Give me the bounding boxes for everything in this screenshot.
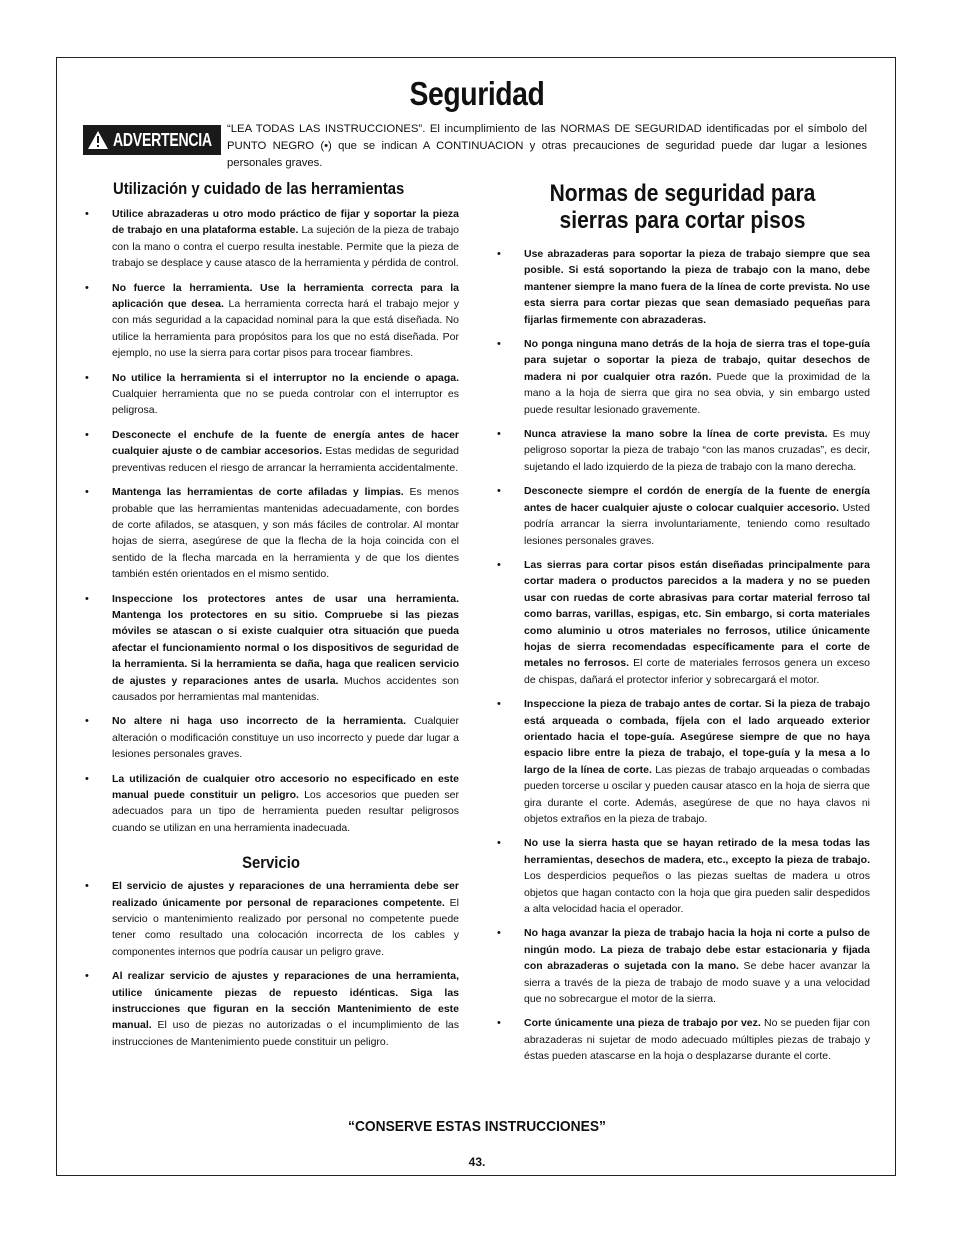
list-item-bold: No ponga ninguna mano detrás de la hoja de sierra tras el tope-guía para sujetar o soportar la pieza de trabajo, quitar desechos de madera ni por cualquier otra razón. <box>524 338 870 383</box>
list-item-bold: Desconecte el enchufe de la fuente de energía antes de hacer cualquier ajuste o de cambiar accesorios. <box>112 428 459 458</box>
list-item-bold: El servicio de ajustes y reparaciones de una herramienta debe ser realizado únicamente por personal de reparaciones competente. <box>112 880 459 909</box>
section-heading-floor-saw: Normas de seguridad para sierras para cortar pisos <box>549 180 816 234</box>
list-item-bold: Nunca atraviese la mano sobre la línea de corte prevista. <box>524 428 828 441</box>
list-item-text: Los desperdicios pequeños o las piezas sueltas de madera u otros objetos que hagan contacto con la hoja que gira pueden salir despedidos a alta velocidad hacia el operador. <box>524 870 870 916</box>
list-item <box>83 484 459 582</box>
list-item-text: Las piezas de trabajo arqueadas o combadas pueden torcerse u oscilar y pueden causar atasco en la hoja de sierra que gira durante el corte. Además, asegúrese de que no haya clavos ni objetos extraños en la pieza de trabajo. <box>524 763 870 825</box>
list-item-text: Los accesorios que pueden ser adecuados para un tipo de herramienta pueden resultar peligrosos cuando se utilizan en una herramienta inadecuada. <box>112 789 459 834</box>
list-item <box>495 557 870 688</box>
list-item-bold: Use abrazaderas para soportar la pieza de trabajo siempre que sea posible. Si está soportando la pieza de trabajo con la mano, debe mantener siempre la mano fuera de la línea de corte prevista. No use esta sierra para cortar piezas que sean demasiado pequeñas para fijarlas firmemente con abrazaderas. <box>524 248 870 326</box>
list-item-bold: Corte únicamente una pieza de trabajo por vez. <box>524 1017 761 1030</box>
warning-triangle-icon <box>87 130 109 150</box>
list-item <box>83 713 459 762</box>
advertencia-label: ADVERTENCIA <box>113 129 212 150</box>
right-column <box>495 176 870 1073</box>
service-rules-list <box>83 878 459 1050</box>
list-item <box>495 483 870 549</box>
list-item-text: Estas medidas de seguridad preventivas reducen el riesgo de arrancar la herramienta accidentalmente. <box>112 445 459 474</box>
list-item-text: Usted podría arrancar la sierra involuntariamente, teniendo como resultado lesiones personales graves. <box>524 501 870 547</box>
list-item-bold: No haga avanzar la pieza de trabajo hacia la hoja ni corte a pulso de ningún modo. La pieza de trabajo debe estar estacionaria y fijada con abrazaderas o sujetada con la mano. <box>524 927 870 973</box>
conserve-instructions: “CONSERVE ESTAS INSTRUCCIONES” <box>348 1118 606 1135</box>
left-column <box>83 176 459 1058</box>
list-item <box>495 835 870 917</box>
list-item-text: Es muy peligroso soportar la pieza de trabajo “con las manos cruzadas”, es decir, sujetando el lado izquierdo de la pieza de trabajo con la mano derecha. <box>524 428 870 473</box>
list-item <box>83 591 459 706</box>
list-item-bold: No utilice la herramienta si el interruptor no la enciende o apaga. <box>112 371 459 384</box>
list-item <box>495 336 870 418</box>
list-item-bold: Desconecte siempre el cordón de energía de la fuente de energía antes de hacer cualquier ajuste o colocar cualquier accesorio. <box>524 485 870 514</box>
list-item-bold: Utilice abrazaderas u otro modo práctico de fijar y soportar la pieza de trabajo en una plataforma estable. <box>112 208 459 237</box>
list-item <box>495 696 870 827</box>
list-item-bold: No fuerce la herramienta. Use la herramienta correcta para la aplicación que desea. <box>112 281 459 311</box>
list-item <box>495 246 870 328</box>
page-title: Seguridad <box>409 75 545 112</box>
list-item <box>495 925 870 1007</box>
list-item-text: Puede que la proximidad de la mano a la hoja de sierra que gira no sea obvia, y sin embargo usted puede resultar lesionado gravemente. <box>524 370 870 416</box>
warning-text: “LEA TODAS LAS INSTRUCCIONES”. El incumplimiento de las NORMAS DE SEGURIDAD identificadas por el símbolo del PUNTO NEGRO (•) que se indican A CONTINUACION y otras precauciones de seguridad puede dar lugar a lesiones personales graves. <box>227 123 867 169</box>
list-item-bold: Las sierras para cortar pisos están diseñadas principalmente para cortar madera o productos parecidos a la madera y no se pueden usar con ruedas de corte abrasivas para cortar material ferroso tal como barras, varillas, espigas, etc. Sin embargo, si corta materiales como aluminio u otros materiales no ferrosos, utilice únicamente hojas de sierra recomendadas específicamente para el corte de metales no ferrosos. <box>524 558 870 670</box>
warning-block <box>83 121 867 172</box>
list-item-bold: Inspeccione los protectores antes de usar una herramienta. Mantenga los protectores en su sitio. Compruebe si las piezas móviles se atascan o si existe cualquier otra situación que pueda afectar el funcionamiento normal o los dispositivos de seguridad de la herramienta. Si la herramienta se daña, haga que realicen servicio de ajustes y reparaciones antes de usarla. <box>112 592 459 687</box>
list-item <box>83 370 459 419</box>
list-item-text: Cualquier herramienta que no se pueda controlar con el interruptor es peligrosa. <box>112 388 459 417</box>
list-item <box>83 206 459 272</box>
list-item-text: Es menos probable que las herramientas mantenidas adecuadamente, con bordes de corte afilados, se atasquen, y son más fáciles de controlar. Al montar hojas de sierra, asegúrese de que la flecha de la hoja coincida con el sentido de la flecha marcada en la herramienta y de que los dientes también estén orientados en el mismo sentido. <box>112 486 459 581</box>
list-item-text: El uso de piezas no autorizadas o el incumplimiento de las instrucciones de Mantenimiento puede constituir un peligro. <box>112 1019 459 1048</box>
list-item-bold: No use la sierra hasta que se hayan retirado de la mesa todas las herramientas, desechos de madera, etc., excepto la pieza de trabajo. <box>524 837 870 866</box>
list-item <box>83 280 459 362</box>
list-item <box>83 771 459 837</box>
list-item-text: No se pueden fijar con abrazaderas ni sujetar de modo adecuado múltiples piezas de trabajo y éstas pueden atascarse en la hoja o desplazarse durante el corte. <box>524 1017 871 1063</box>
section-heading-tools: Utilización y cuidado de las herramientas <box>113 180 405 198</box>
section-heading-service: Servicio <box>242 854 300 873</box>
list-item-text: Cualquier alteración o modificación constituye un uso incorrecto y puede dar lugar a lesiones personales graves. <box>112 715 459 761</box>
list-item-bold: No altere ni haga uso incorrecto de la herramienta. <box>112 715 407 728</box>
list-item-text: Muchos accidentes son causados por herramientas mal mantenidas. <box>112 674 459 703</box>
list-item-text: La herramienta correcta hará el trabajo mejor y con más seguridad a la capacidad nominal para la que está diseñada. No utilice la herramienta para propósitos para los que no está diseñada. Por ejemplo, no use la sierra para cortar pisos para trocear fiambres. <box>112 298 459 360</box>
list-item-text: El servicio o mantenimiento realizado por personal no competente puede tener como resultado una colocación incorrecta de los cables y componentes internos que podría causar un peligro grave. <box>112 896 459 958</box>
floor-saw-rules-list <box>495 246 870 1065</box>
advertencia-badge <box>83 125 221 155</box>
list-item-bold: Mantenga las herramientas de corte afiladas y limpias. <box>112 486 404 499</box>
list-item-text: Se debe hacer avanzar la sierra a través de la pieza de trabajo de modo suave y a una velocidad que no sobrecargue el motor de la sierra. <box>524 960 870 1006</box>
list-item-text: La sujeción de la pieza de trabajo con la mano o contra el cuerpo resulta inestable. Permite que la pieza de trabajo se desplace y cause atasco de la herramienta y pérdida de control. <box>112 224 459 270</box>
list-item-text: El corte de materiales ferrosos genera un exceso de chispas, dañará el protector inferior y sobrecargará el motor. <box>524 657 871 686</box>
list-item-bold: Al realizar servicio de ajustes y reparaciones de una herramienta, utilice únicamente piezas de repuesto idénticas. Siga las instrucciones que figuran en la sección Mantenimiento de este manual. <box>112 970 459 1032</box>
tools-rules-list <box>83 206 459 836</box>
list-item <box>495 426 870 475</box>
list-item-bold: Inspeccione la pieza de trabajo antes de cortar. Si la pieza de trabajo está arqueada o combada, fíjela con el lado arqueado exterior orientado hacia el tope-guía. Asegúrese siempre de que no haya espacio libre entre la pieza de trabajo, el tope-guía y la mesa a lo largo de la línea de corte. <box>524 698 870 776</box>
list-item <box>83 427 459 476</box>
list-item <box>495 1015 870 1064</box>
page-number: 43. <box>468 1155 486 1169</box>
list-item <box>83 878 459 960</box>
list-item-bold: La utilización de cualquier otro accesorio no especificado en este manual puede constituir un peligro. <box>112 772 459 801</box>
list-item <box>83 968 459 1050</box>
